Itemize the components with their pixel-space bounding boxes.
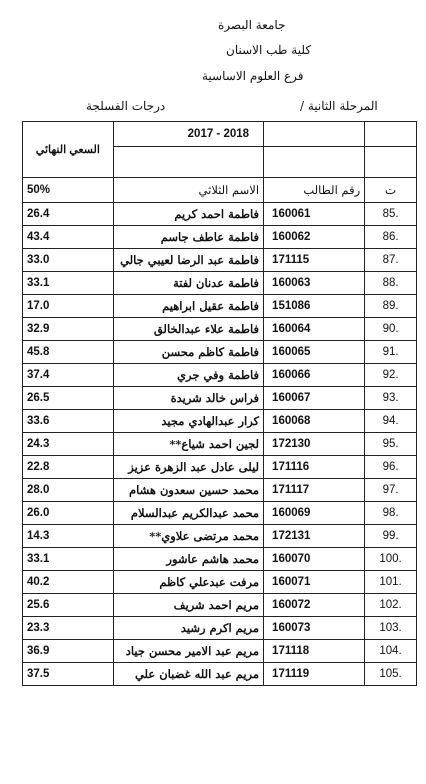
- subject-label: درجات الفسلجة: [86, 99, 166, 113]
- student-id: 160068: [264, 410, 365, 433]
- row-number: 104.: [365, 640, 417, 663]
- student-name: محمد هاشم عاشور: [113, 548, 263, 571]
- empty-cell: [365, 147, 417, 178]
- student-id: 160072: [264, 594, 365, 617]
- table-row: [23, 433, 417, 456]
- student-score: 26.4: [23, 203, 114, 226]
- table-row: [23, 571, 417, 594]
- table-row: [23, 479, 417, 502]
- student-score: 43.4: [23, 226, 114, 249]
- student-id: 160064: [264, 318, 365, 341]
- student-score: 33.6: [23, 410, 114, 433]
- row-number: 99.: [365, 525, 417, 548]
- table-row: [23, 387, 417, 410]
- student-id: 160071: [264, 571, 365, 594]
- student-id: 171118: [264, 640, 365, 663]
- student-name: فراس خالد شريدة: [113, 387, 263, 410]
- student-id: 160069: [264, 502, 365, 525]
- row-number: 105.: [365, 663, 417, 686]
- percent-header: 50%: [23, 178, 114, 203]
- student-id: 160063: [264, 272, 365, 295]
- student-score: 22.8: [23, 456, 114, 479]
- row-number: 100.: [365, 548, 417, 571]
- table-row: [23, 341, 417, 364]
- row-number: 85.: [365, 203, 417, 226]
- row-number: 93.: [365, 387, 417, 410]
- student-name: فاطمة كاظم محسن: [113, 341, 263, 364]
- row-number: 102.: [365, 594, 417, 617]
- student-name: كرار عبدالهادي مجيد: [113, 410, 263, 433]
- table-row: [23, 318, 417, 341]
- table-row: [23, 410, 417, 433]
- row-number: 88.: [365, 272, 417, 295]
- student-score: 24.3: [23, 433, 114, 456]
- student-score: 33.0: [23, 249, 114, 272]
- row-number: 101.: [365, 571, 417, 594]
- academic-year: 2017 - 2018: [113, 122, 263, 147]
- empty-cell: [365, 122, 417, 147]
- table-row: [23, 456, 417, 479]
- student-name: محمد عبدالكريم عبدالسلام: [113, 502, 263, 525]
- student-id: 160062: [264, 226, 365, 249]
- student-name: لجين احمد شياع**: [113, 433, 263, 456]
- student-id: 171117: [264, 479, 365, 502]
- student-id: 172130: [264, 433, 365, 456]
- table-row: [23, 272, 417, 295]
- table-row: [23, 640, 417, 663]
- row-number: 98.: [365, 502, 417, 525]
- final-score-header: السعي النهائي: [23, 122, 114, 178]
- row-number: 94.: [365, 410, 417, 433]
- grades-table-body: [23, 122, 417, 686]
- table-row: [23, 502, 417, 525]
- row-number: 97.: [365, 479, 417, 502]
- student-name: محمد مرتضى علاوي**: [113, 525, 263, 548]
- table-row: [23, 617, 417, 640]
- student-id: 151086: [264, 295, 365, 318]
- student-name: فاطمة عاطف جاسم: [113, 226, 263, 249]
- student-score: 33.1: [23, 548, 114, 571]
- student-score: 23.3: [23, 617, 114, 640]
- student-id: 160065: [264, 341, 365, 364]
- student-score: 26.5: [23, 387, 114, 410]
- student-score: 33.1: [23, 272, 114, 295]
- student-score: 37.4: [23, 364, 114, 387]
- table-top-row: [23, 122, 417, 147]
- student-id: 160067: [264, 387, 365, 410]
- student-score: 32.9: [23, 318, 114, 341]
- row-number: 91.: [365, 341, 417, 364]
- table-row: [23, 364, 417, 387]
- student-name: مريم احمد شريف: [113, 594, 263, 617]
- college-title: كلية طب الاسنان: [226, 43, 312, 57]
- student-id: 171119: [264, 663, 365, 686]
- student-id: 171115: [264, 249, 365, 272]
- student-id: 172131: [264, 525, 365, 548]
- student-id: 160066: [264, 364, 365, 387]
- table-row: [23, 548, 417, 571]
- table-row: [23, 525, 417, 548]
- table-row: [23, 663, 417, 686]
- student-score: 45.8: [23, 341, 114, 364]
- student-name: مريم عبد الامير محسن جياد: [113, 640, 263, 663]
- student-score: 36.9: [23, 640, 114, 663]
- id-header: رقم الطالب: [264, 178, 365, 203]
- student-name: مريم اكرم رشيد: [113, 617, 263, 640]
- row-number: 96.: [365, 456, 417, 479]
- grades-table: [22, 121, 417, 686]
- name-header: الاسم الثلاثي: [113, 178, 263, 203]
- student-name: فاطمة عدنان لفتة: [113, 272, 263, 295]
- row-number: 92.: [365, 364, 417, 387]
- num-header: ت: [365, 178, 417, 203]
- row-number: 89.: [365, 295, 417, 318]
- student-name: مريم عبد الله غضبان علي: [113, 663, 263, 686]
- student-name: فاطمة علاء عبدالخالق: [113, 318, 263, 341]
- student-score: 37.5: [23, 663, 114, 686]
- student-name: فاطمة عبد الرضا لعيبي جالي: [113, 249, 263, 272]
- student-id: 160061: [264, 203, 365, 226]
- table-row: [23, 594, 417, 617]
- student-name: محمد حسين سعدون هشام: [113, 479, 263, 502]
- student-name: فاطمة وفي جري: [113, 364, 263, 387]
- empty-cell: [113, 147, 263, 178]
- student-score: 40.2: [23, 571, 114, 594]
- branch-title: فرع العلوم الاساسية: [202, 69, 304, 83]
- student-name: ليلى عادل عبد الزهرة عزيز: [113, 456, 263, 479]
- table-row: [23, 226, 417, 249]
- row-number: 86.: [365, 226, 417, 249]
- university-title: جامعة البصرة: [218, 18, 286, 32]
- student-score: 14.3: [23, 525, 114, 548]
- column-header-row: [23, 178, 417, 203]
- student-score: 25.6: [23, 594, 114, 617]
- table-row: [23, 249, 417, 272]
- student-id: 171116: [264, 456, 365, 479]
- row-number: 95.: [365, 433, 417, 456]
- table-row: [23, 295, 417, 318]
- empty-cell: [264, 147, 365, 178]
- row-number: 103.: [365, 617, 417, 640]
- table-row: [23, 203, 417, 226]
- student-name: فاطمة احمد كريم: [113, 203, 263, 226]
- student-score: 28.0: [23, 479, 114, 502]
- stage-label: المرحلة الثانية /: [300, 99, 378, 113]
- row-number: 87.: [365, 249, 417, 272]
- student-score: 17.0: [23, 295, 114, 318]
- row-number: 90.: [365, 318, 417, 341]
- student-score: 26.0: [23, 502, 114, 525]
- student-name: مرفت عبدعلي كاظم: [113, 571, 263, 594]
- student-id: 160073: [264, 617, 365, 640]
- student-name: فاطمة عقيل ابراهيم: [113, 295, 263, 318]
- empty-cell: [264, 122, 365, 147]
- student-id: 160070: [264, 548, 365, 571]
